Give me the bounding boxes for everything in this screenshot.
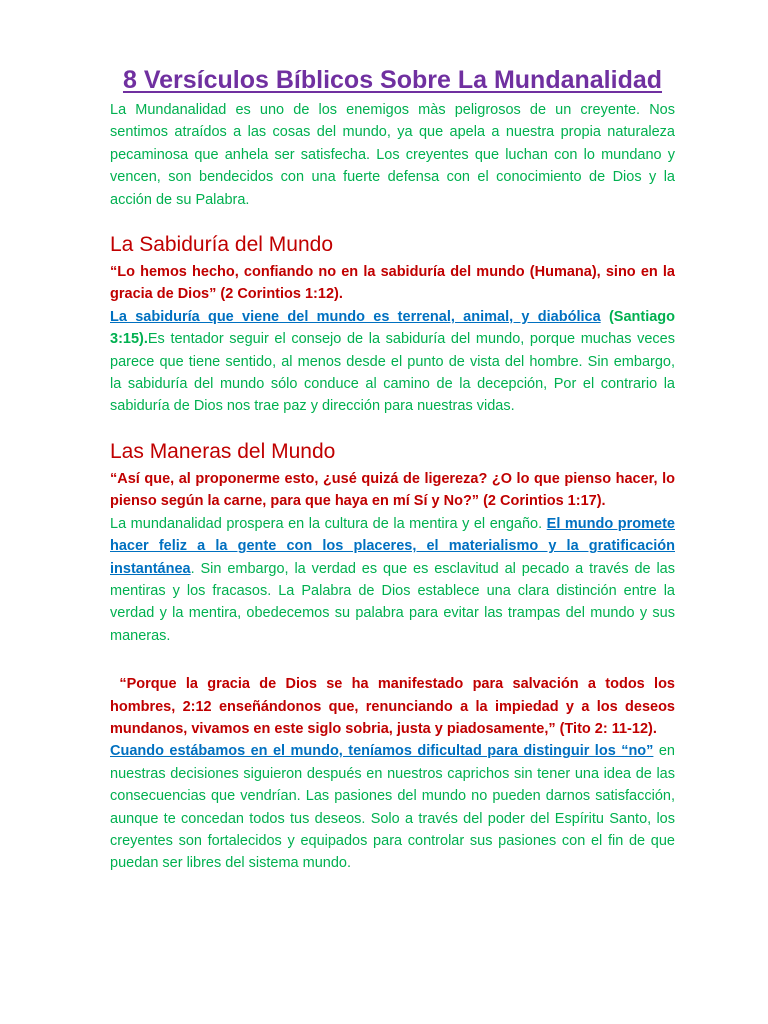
link-cuando-estabamos[interactable]: Cuando estábamos en el mundo, teníamos dificultad para distinguir los “no” [110, 743, 654, 760]
section-sabiduria-body: Es tentador seguir el consejo de la sabiduría del mundo, porque muchas veces parece que tiene sentido, al menos desde el punto de vista del hombre. Sin embargo, la sabiduría del mundo sólo conduce al camino de la decepción, Por el contrario la sabiduría de Dios nos trae paz y dirección para nuestras vidas. [110, 331, 675, 415]
verse-tito-2-11-12: “Porque la gracia de Dios se ha manifestado para salvación a todos los hombres, 2:12 enseñándonos que, renunciando a la impiedad y a los deseos mundanos, vivamos en este siglo sobria, justa y piadosamente,” (Tito 2: 11-12). [110, 676, 680, 737]
page-title: 8 Versículos Bíblicos Sobre La Mundanalidad [122, 66, 663, 94]
verse-2-corintios-1-12: “Lo hemos hecho, confiando no en la sabiduría del mundo (Humana), sino en la gracia de Dios” (2 Corintios 1:12). [110, 264, 675, 303]
section-tito-verse-paragraph [110, 673, 680, 740]
section-heading-maneras: Las Maneras del Mundo [110, 439, 336, 463]
document-content [110, 62, 680, 875]
section-sabiduria-verse-paragraph [110, 261, 675, 306]
verse-2-corintios-1-17: “Así que, al proponerme esto, ¿usé quizá de ligereza? ¿O lo que pienso hacer, lo pienso según la carne, para que haya en mí Sí y No?” (2 Corintios 1:17). [110, 470, 675, 510]
intro-paragraph: La Mundanalidad es uno de los enemigos màs peligrosos de un creyente. Nos sentimos atraídos a las cosas del mundo, ya que apela a nuestra propia naturaleza pecaminosa que anhela ser satisfecha. Los creyentes que luchan con lo mundano y vencen, son bendecidos con una fuerte defensa con el conocimiento de Dios y la acción de su Palabra. [110, 102, 675, 208]
link-sabiduria-terrenal[interactable]: La sabiduría que viene del mundo es terrenal, animal, y diabólica [110, 308, 601, 325]
section-tito-body-paragraph [110, 740, 675, 874]
ref-santiago-3-15: (Santiago 3:15). [110, 308, 676, 348]
section-sabiduria-body-paragraph [110, 306, 675, 418]
section-maneras-verse-paragraph [110, 468, 675, 513]
section-maneras-body-start: La mundanalidad prospera en la cultura de la mentira y el engaño. [110, 515, 547, 532]
section-heading-sabiduria: La Sabiduría del Mundo [110, 233, 333, 257]
section-maneras-body-paragraph [110, 513, 675, 647]
link-mundo-promete[interactable]: El mundo promete hacer feliz a la gente con los placeres, el materialismo y la gratificación instantánea [110, 515, 675, 577]
section-maneras-body-end: . Sin embargo, la verdad es que es esclavitud al pecado a través de las mentiras y los fracasos. La Palabra de Dios establece una clara distinción entre la verdad y la mentira, obedecemos su palabra para evitar las trampas del mundo y sus maneras. [110, 560, 675, 644]
section-tito-body: en nuestras decisiones siguieron después en nuestros caprichos sin tener una idea de las consecuencias que vendrían. Las pasiones del mundo no pueden darnos satisfacción, aunque te concedan todos tus deseos. Solo a través del poder del Espíritu Santo, los creyentes son fortalecidos y equipados para controlar sus pasiones con el fin de que puedan ser libres del sistema mundo. [110, 743, 675, 872]
